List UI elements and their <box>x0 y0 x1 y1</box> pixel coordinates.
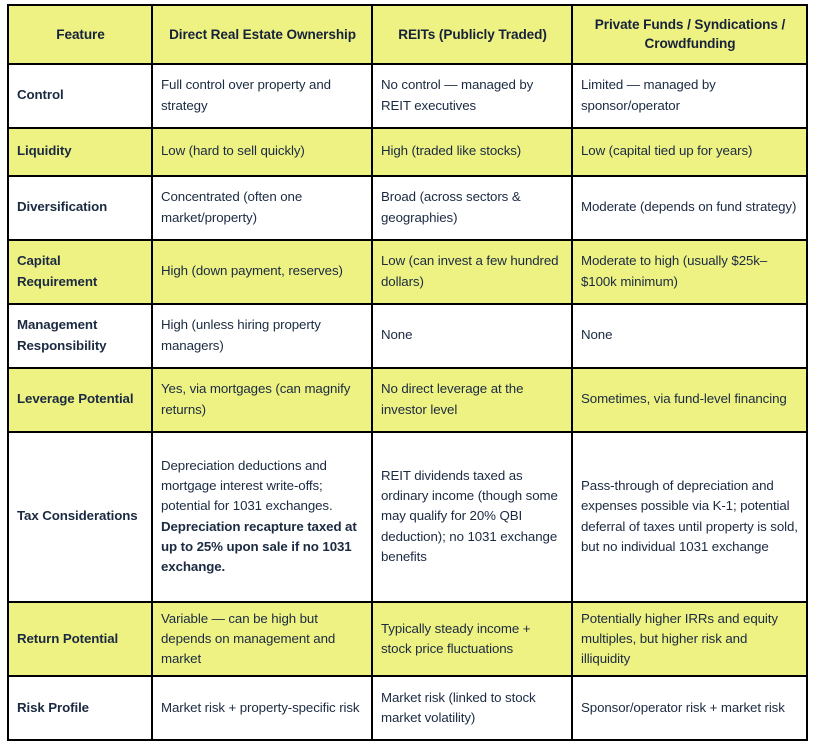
cell-control-reit: No control — managed by REIT executives <box>372 64 572 128</box>
cell-management-direct: High (unless hiring property managers) <box>152 304 372 368</box>
row-label-diversification: Diversification <box>8 176 152 240</box>
real-estate-comparison-table <box>7 4 808 741</box>
cell-liquidity-reit: High (traded like stocks) <box>372 128 572 176</box>
cell-capital-private: Moderate to high (usually $25k–$100k minimum) <box>572 240 807 304</box>
cell-tax-private: Pass-through of depreciation and expenses possible via K-1; potential deferral of taxes until property is sold, but no individual 1031 exchange <box>572 432 807 602</box>
table-row <box>8 602 807 677</box>
cell-return-private: Potentially higher IRRs and equity multiples, but higher risk and illiquidity <box>572 602 807 677</box>
comparison-table-container <box>7 4 806 741</box>
table-row <box>8 64 807 128</box>
cell-tax-direct <box>152 432 372 602</box>
table-header-row <box>8 5 807 64</box>
cell-risk-direct: Market risk + property-specific risk <box>152 676 372 740</box>
row-label-risk-profile: Risk Profile <box>8 676 152 740</box>
table-row <box>8 176 807 240</box>
table-row <box>8 240 807 304</box>
cell-leverage-reit: No direct leverage at the investor level <box>372 368 572 432</box>
cell-management-private: None <box>572 304 807 368</box>
row-label-capital-requirement: Capital Requirement <box>8 240 152 304</box>
cell-return-direct: Variable — can be high but depends on management and market <box>152 602 372 677</box>
cell-return-reit: Typically steady income + stock price fluctuations <box>372 602 572 677</box>
cell-tax-reit: REIT dividends taxed as ordinary income (though some may qualify for 20% QBI deduction); no 1031 exchange benefits <box>372 432 572 602</box>
cell-risk-private: Sponsor/operator risk + market risk <box>572 676 807 740</box>
row-label-liquidity: Liquidity <box>8 128 152 176</box>
cell-management-reit: None <box>372 304 572 368</box>
table-row <box>8 432 807 602</box>
table-row <box>8 368 807 432</box>
row-label-tax-considerations: Tax Considerations <box>8 432 152 602</box>
cell-risk-reit: Market risk (linked to stock market volatility) <box>372 676 572 740</box>
column-header-direct-ownership: Direct Real Estate Ownership <box>152 5 372 64</box>
row-label-control: Control <box>8 64 152 128</box>
cell-leverage-private: Sometimes, via fund-level financing <box>572 368 807 432</box>
table-row <box>8 676 807 740</box>
row-label-management-responsibility: Management Responsibility <box>8 304 152 368</box>
table-row <box>8 128 807 176</box>
cell-capital-reit: Low (can invest a few hundred dollars) <box>372 240 572 304</box>
cell-capital-direct: High (down payment, reserves) <box>152 240 372 304</box>
cell-diversification-reit: Broad (across sectors & geographies) <box>372 176 572 240</box>
cell-diversification-private: Moderate (depends on fund strategy) <box>572 176 807 240</box>
cell-control-private: Limited — managed by sponsor/operator <box>572 64 807 128</box>
cell-diversification-direct: Concentrated (often one market/property) <box>152 176 372 240</box>
cell-liquidity-private: Low (capital tied up for years) <box>572 128 807 176</box>
cell-leverage-direct: Yes, via mortgages (can magnify returns) <box>152 368 372 432</box>
cell-liquidity-direct: Low (hard to sell quickly) <box>152 128 372 176</box>
row-label-leverage-potential: Leverage Potential <box>8 368 152 432</box>
row-label-return-potential: Return Potential <box>8 602 152 677</box>
cell-control-direct: Full control over property and strategy <box>152 64 372 128</box>
tax-direct-bold-text: Depreciation recapture taxed at up to 25% upon sale if no 1031 exchange. <box>161 518 357 574</box>
table-row <box>8 304 807 368</box>
column-header-private-funds: Private Funds / Syndications / Crowdfunding <box>572 5 807 64</box>
column-header-feature: Feature <box>8 5 152 64</box>
tax-direct-plain-text: Depreciation deductions and mortgage interest write-offs; potential for 1031 exchanges. <box>161 457 333 514</box>
column-header-reits: REITs (Publicly Traded) <box>372 5 572 64</box>
